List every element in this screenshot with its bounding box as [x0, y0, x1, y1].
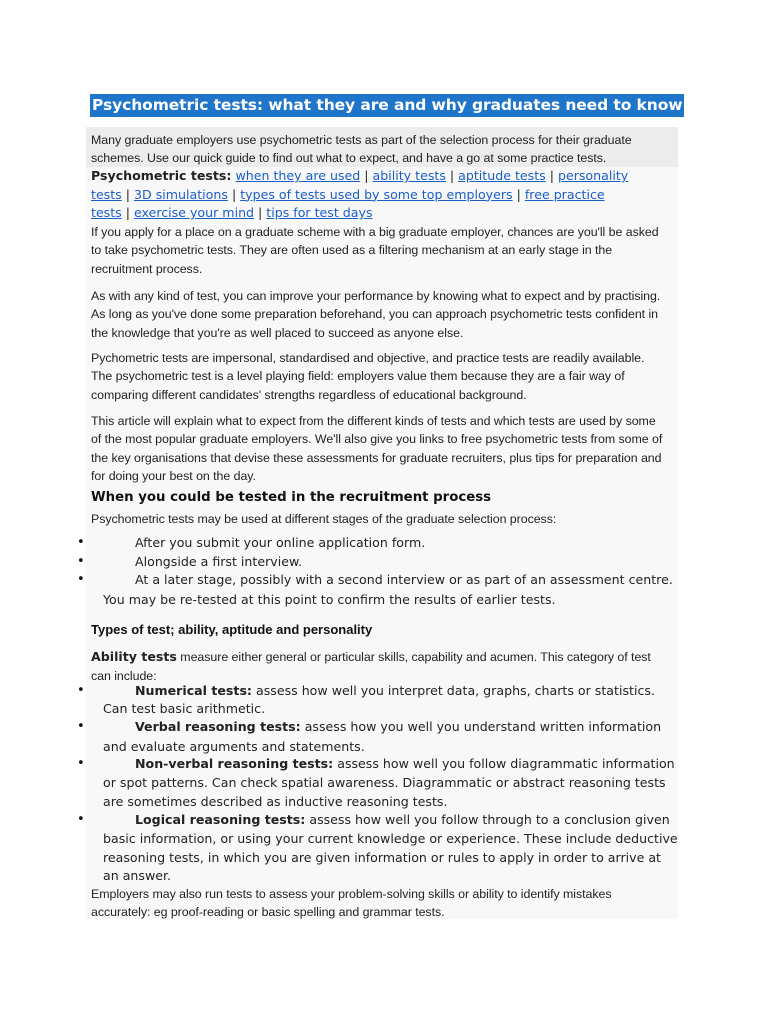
- paragraph-line: for doing your best on the day.: [91, 468, 256, 483]
- paragraph-line: accurately: eg proof-reading or basic spelling and grammar tests.: [91, 905, 445, 920]
- intro-line: schemes. Use our quick guide to find out what to expect, and have a go at some practice tests.: [91, 151, 607, 166]
- link-separator: |: [445, 168, 459, 183]
- paragraph: [91, 349, 644, 404]
- link-ability-tests[interactable]: ability tests: [372, 168, 446, 183]
- list-item-continuation: and evaluate arguments and statements.: [103, 739, 365, 754]
- bullet-glyph: •: [77, 719, 85, 734]
- list-item-text: assess how well you follow through to a conclusion given: [305, 812, 670, 827]
- intro-line: Many graduate employers use psychometric tests as part of the selection process for their graduate: [91, 133, 632, 147]
- bullet-glyph: •: [77, 683, 85, 698]
- list-item-term: Non-verbal reasoning tests:: [135, 756, 334, 771]
- list-item: At a later stage, possibly with a second interview or as part of an assessment centre.: [135, 572, 673, 587]
- link-separator: |: [254, 205, 267, 220]
- ability-cont: can include:: [91, 668, 157, 683]
- section-lead: Psychometric tests may be used at different stages of the graduate selection process:: [91, 512, 557, 526]
- list-item-text: assess how well you interpret data, graphs, charts or statistics.: [251, 683, 655, 698]
- list-item-text: assess how you well you understand written information: [300, 719, 662, 734]
- paragraph-line: the knowledge that you're as well placed to succeed as anyone else.: [91, 325, 464, 340]
- link-aptitude-tests[interactable]: aptitude tests: [458, 168, 546, 183]
- ability-term: Ability tests: [91, 649, 177, 664]
- list-item-text: assess how well you follow diagrammatic information: [333, 756, 675, 771]
- paragraph-line: The psychometric test is a level playing field: employers value them because they are a fair way of: [91, 369, 625, 384]
- list-item-term: Logical reasoning tests:: [135, 812, 306, 827]
- list-item-term: Verbal reasoning tests:: [135, 719, 301, 734]
- list-item-term: Numerical tests:: [135, 683, 252, 698]
- list-item: [135, 755, 675, 774]
- topic-links: [91, 167, 628, 223]
- paragraph-line: If you apply for a place on a graduate scheme with a big graduate employer, chances are you'll be asked: [91, 225, 659, 239]
- list-item: After you submit your online application form.: [135, 535, 426, 550]
- bullet-glyph: •: [77, 535, 85, 550]
- link-separator: |: [512, 186, 525, 202]
- paragraph-line: of the most popular graduate employers. We'll also give you links to free psychometric tests from some of: [91, 432, 663, 447]
- section-heading: When you could be tested in the recruitment process: [91, 490, 492, 505]
- paragraph: [91, 223, 659, 278]
- list-item-continuation: Can test basic arithmetic.: [103, 701, 266, 716]
- link-exercise-your-mind[interactable]: exercise your mind: [134, 205, 255, 220]
- link-free-practice-tests[interactable]: tests: [91, 205, 122, 220]
- link-top-employers[interactable]: types of tests used by some top employers: [240, 186, 513, 202]
- intro-paragraph: [91, 131, 632, 168]
- link-personality-tests[interactable]: tests: [91, 186, 122, 202]
- link-separator: |: [121, 186, 134, 202]
- list-item-continuation: [103, 774, 666, 811]
- bullet-glyph: •: [77, 812, 85, 827]
- link-free-practice-tests[interactable]: free practice: [524, 186, 605, 202]
- paragraph-line: to take psychometric tests. They are often used as a filtering mechanism at an early stage in the: [91, 243, 613, 258]
- bullet-glyph: •: [77, 572, 85, 587]
- link-separator: |: [360, 168, 373, 183]
- paragraph-line: As with any kind of test, you can improve your performance by knowing what to expect and by practising.: [91, 289, 661, 303]
- list-item-cont-line: reasoning tests, in which you are given information or rules to apply in order to arrive at: [103, 849, 661, 865]
- link-tips-for-test-days[interactable]: tips for test days: [266, 205, 373, 220]
- paragraph-line: recruitment process.: [91, 261, 203, 276]
- paragraph-line: This article will explain what to expect from the different kinds of tests and which tests are used by some: [91, 414, 656, 428]
- paragraph-line: the key organisations that devise these assessments for graduate recruiters, plus tips for preparation and: [91, 450, 662, 465]
- list-item-cont-line: basic information, or using your current knowledge or experience. These include deductive: [103, 831, 678, 846]
- paragraph-line: Employers may also run tests to assess your problem-solving skills or ability to identify mistakes: [91, 887, 612, 901]
- list-item-continuation: You may be re-tested at this point to confirm the results of earlier tests.: [103, 592, 556, 607]
- bullet-glyph: •: [77, 554, 85, 569]
- paragraph-line: comparing different candidates' strengths regardless of educational background.: [91, 387, 527, 402]
- list-item-cont-line: an answer.: [103, 868, 172, 883]
- link-3d-simulations[interactable]: 3D simulations: [134, 186, 228, 202]
- list-item-cont-line: or spot patterns. Can check spatial awareness. Diagrammatic or abstract reasoning tests: [103, 775, 666, 790]
- list-item: Alongside a first interview.: [135, 554, 303, 569]
- paragraph: [91, 885, 612, 922]
- section-heading: Types of test; ability, aptitude and personality: [91, 622, 373, 637]
- ability-intro: [91, 646, 651, 685]
- list-item-cont-line: are sometimes described as inductive reasoning tests.: [103, 793, 448, 809]
- paragraph: [91, 412, 662, 485]
- list-item: [135, 718, 661, 737]
- topic-links-label: Psychometric tests:: [91, 168, 232, 183]
- paragraph-line: As long as you've done some preparation beforehand, you can approach psychometric tests confident in: [91, 307, 658, 322]
- link-separator: |: [227, 186, 241, 202]
- page-title: Psychometric tests: what they are and why graduates need to know: [90, 94, 684, 117]
- link-personality-tests[interactable]: personality: [557, 168, 629, 183]
- paragraph: [91, 287, 660, 342]
- link-when-they-are-used[interactable]: when they are used: [235, 168, 361, 183]
- link-separator: |: [545, 168, 558, 183]
- list-item: [135, 811, 670, 830]
- ability-text: measure either general or particular skills, capability and acumen. This category of test: [176, 650, 651, 664]
- paragraph-line: Pychometric tests are impersonal, standardised and objective, and practice tests are readily available.: [91, 351, 645, 365]
- bullet-glyph: •: [77, 756, 85, 771]
- link-separator: |: [121, 205, 134, 220]
- list-item: [135, 682, 655, 701]
- list-item-continuation: [103, 830, 678, 886]
